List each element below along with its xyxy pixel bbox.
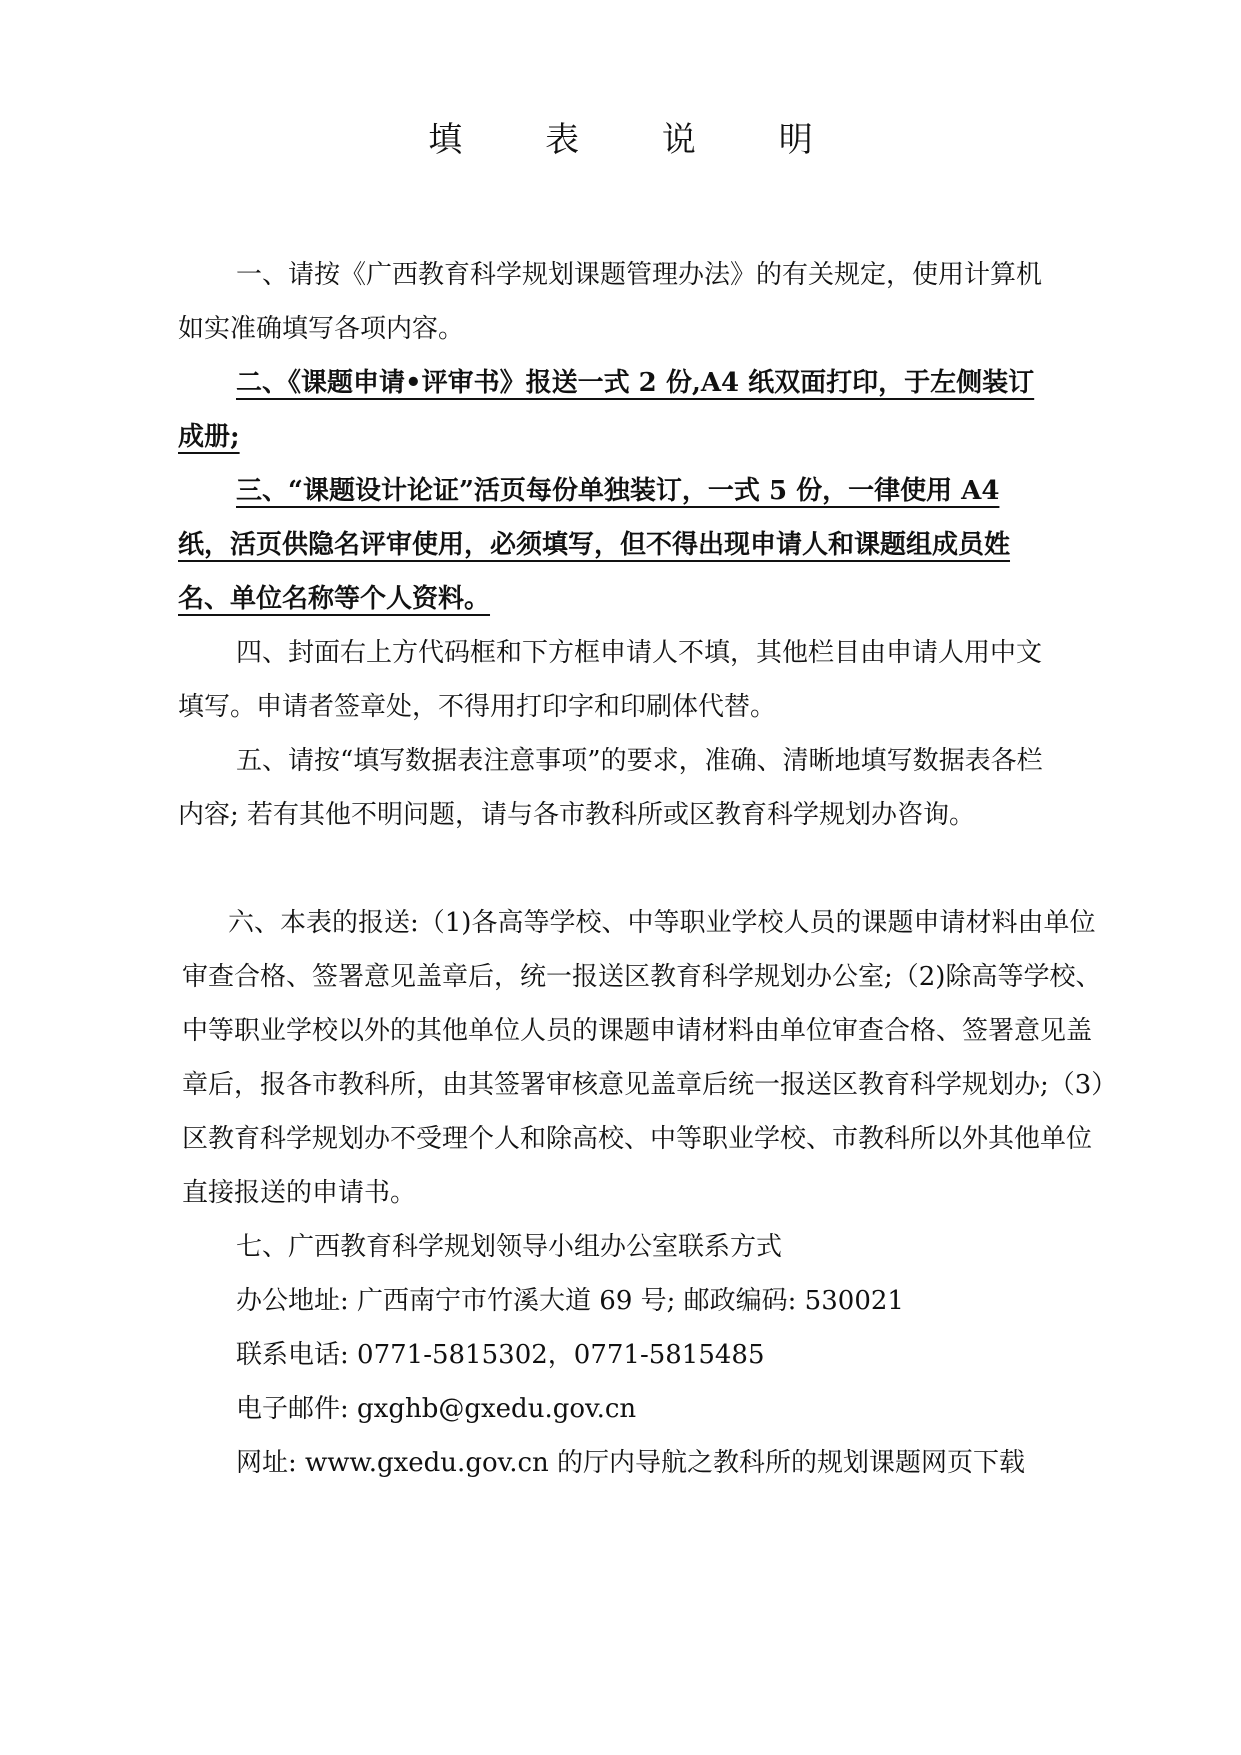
instruction-item-6: 六、本表的报送:（1)各高等学校、中等职业学校人员的课题申请材料由单位审查合格、签署意见盖章后，统一报送区教育科学规划办公室;（2)除高等学校、中等职业学校以外的其他单位人员的课题申请材料由单位审查合格、签署意见盖章后，报各市教科所，由其签署审核意见盖章后统一报送区教育科学规划办;（3）区教育科学规划办不受理个人和除高校、中等职业学校、市教科所以外其他单位直接报送的申请书。 — [182, 908, 1105, 1208]
contact-website: 网址: www.gxedu.gov.cn 的厅内导航之教科所的规划课题网页下载 — [236, 1448, 1026, 1478]
instruction-item-5: 五、请按“填写数据表注意事项”的要求，准确、清晰地填写数据表各栏内容; 若有其他不明问题，请与各市教科所或区教育科学规划办咨询。 — [178, 746, 1043, 830]
page-title: 填 表 说 明 — [428, 120, 849, 160]
instruction-item-3-text: 三、“课题设计论证”活页每份单独装订，一式 5 份，一律使用 A4 纸，活页供隐名评审使用，必须填写，但不得出现申请人和课题组成员姓名、单位名称等个人资料。 — [178, 476, 1011, 614]
contact-phone: 联系电话: 0771-5815302，0771-5815485 — [236, 1340, 765, 1370]
instruction-item-3 — [178, 464, 1054, 626]
contact-address: 办公地址: 广西南宁市竹溪大道 69 号; 邮政编码: 530021 — [236, 1286, 904, 1316]
instruction-item-4: 四、封面右上方代码框和下方框申请人不填，其他栏目由申请人用中文填写。申请者签章处，不得用打印字和印刷体代替。 — [178, 638, 1043, 722]
contact-email: 电子邮件: gxghb@gxedu.gov.cn — [236, 1394, 637, 1424]
instruction-item-1: 一、请按《广西教育科学规划课题管理办法》的有关规定，使用计算机如实准确填写各项内容。 — [178, 260, 1043, 344]
instruction-item-7: 七、广西教育科学规划领导小组办公室联系方式 — [236, 1232, 783, 1262]
instruction-item-2 — [178, 356, 1054, 464]
instruction-item-2-text: 二、《课题申请•评审书》报送一式 2 份,A4 纸双面打印，于左侧装订成册; — [178, 368, 1035, 452]
